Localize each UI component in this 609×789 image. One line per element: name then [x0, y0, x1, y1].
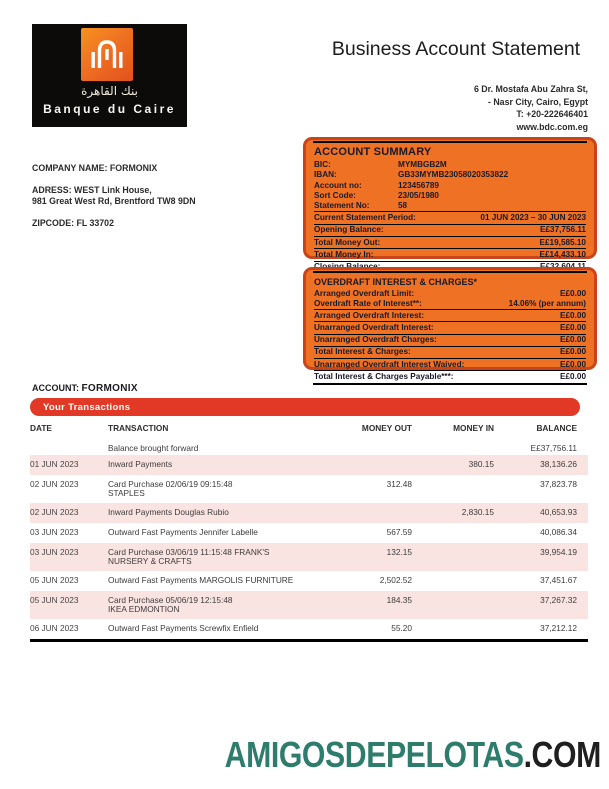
watermark-main: AMIGOSDEPELOTAS: [224, 734, 524, 775]
overdraft-total-interest-row: Total Interest & Charges: E£0.00: [314, 347, 586, 357]
overdraft-limit-row: Arranged Overdraft Limit: E£0.00: [314, 289, 586, 298]
account-label: ACCOUNT:: [32, 383, 79, 393]
summary-field-bic: BIC: MYMBGB2M: [314, 160, 447, 169]
summary-row-statement-period: Current Statement Period: 01 JUN 2023 – 30 JUN 2023: [314, 212, 586, 222]
table-row: 03 JUN 2023 Card Purchase 03/06/19 11:15:48 FRANK'S NURSERY & CRAFTS 132.15 39,954.19: [30, 543, 588, 571]
header-money-in: MONEY IN: [453, 423, 494, 433]
summary-row-opening-balance: Opening Balance: E£37,756.11: [314, 225, 586, 235]
summary-field-account-no: Account no: 123456789: [314, 180, 439, 190]
overdraft-rate-row: Overdraft Rate of Interest**: 14.06% (per annum): [314, 299, 586, 308]
header-balance: BALANCE: [536, 423, 577, 433]
summary-row-total-money-in: Total Money In: E£14,433.10: [314, 249, 586, 259]
account-name-line: [32, 383, 138, 394]
table-row: 05 JUN 2023 Outward Fast Payments MARGOLIS FURNITURE 2,502.52 37,451.67: [30, 574, 577, 585]
account-summary-title: ACCOUNT SUMMARY: [314, 146, 432, 158]
account-summary-box: [303, 137, 597, 259]
table-row: 05 JUN 2023 Card Purchase 05/06/19 12:15:48 IKEA EDMONTION 184.35 37,267.32: [30, 591, 588, 619]
address-phone: T: +20-222646401: [516, 109, 588, 120]
company-info-block: [32, 163, 196, 229]
overdraft-charges-box: [303, 267, 597, 381]
table-row: 06 JUN 2023 Outward Fast Payments Screwfix Enfield 55.20 37,212.12: [30, 622, 577, 633]
page-title: Business Account Statement: [331, 38, 581, 60]
summary-field-statement-no: Statement No: 58: [314, 201, 408, 211]
account-name-value: FORMONIX: [81, 383, 138, 394]
address-website: www.bdc.com.eg: [516, 121, 588, 132]
overdraft-arranged-interest-row: Arranged Overdraft Interest: E£0.00: [314, 310, 586, 320]
summary-field-sort-code: Sort Code: 23/05/1980: [314, 190, 439, 200]
bank-logo: [32, 24, 187, 127]
logo-orange-square: [81, 28, 133, 81]
address-line: 6 Dr. Mostafa Abu Zahra St,: [473, 84, 588, 94]
bank-name-latin: Banque du Caire: [43, 102, 176, 116]
overdraft-total-payable-row: Total Interest & Charges Payable***: E£0.00: [314, 371, 586, 381]
arch-icon: [87, 33, 127, 77]
header-transaction: TRANSACTION: [108, 423, 169, 433]
table-row: 03 JUN 2023 Outward Fast Payments Jennifer Labelle 567.59 40,086.34: [30, 526, 577, 537]
table-row: Balance brought forward E£37,756.11: [108, 442, 577, 453]
watermark: [225, 734, 601, 776]
summary-row-total-money-out: Total Money Out: E£19,585.10: [314, 237, 586, 247]
transactions-table: [30, 419, 588, 642]
summary-field-iban: IBAN: GB33MYMB23058020353822: [314, 170, 509, 180]
overdraft-interest-waived-row: Unarranged Overdraft Interest Waived: E£0.00: [314, 359, 586, 369]
company-address-line: 981 Great West Rd, Brentford TW8 9DN: [32, 196, 196, 206]
watermark-suffix: .COM: [523, 734, 601, 775]
bank-name-arabic: بنك القاهرة: [81, 84, 138, 98]
company-address-line: ADRESS: WEST Link House,: [32, 185, 152, 195]
overdraft-unarranged-interest-row: Unarranged Overdraft Interest: E£0.00: [314, 322, 586, 332]
company-name: COMPANY NAME: FORMONIX: [32, 163, 158, 173]
header-date: DATE: [30, 423, 52, 433]
transactions-banner: Your Transactions: [30, 398, 580, 416]
company-zipcode: ZIPCODE: FL 33702: [32, 218, 114, 228]
table-row: 02 JUN 2023 Inward Payments Douglas Rubio 2,830.15 40,653.93: [30, 503, 588, 523]
overdraft-title: OVERDRAFT INTEREST & CHARGES*: [314, 277, 478, 287]
table-row: 02 JUN 2023 Card Purchase 02/06/19 09:15:48 STAPLES 312.48 37,823.78: [30, 478, 577, 498]
table-row: 01 JUN 2023 Inward Payments 380.15 38,136.26: [30, 455, 588, 475]
bank-address-block: [474, 83, 588, 133]
address-line: - Nasr City, Cairo, Egypt: [487, 96, 588, 107]
header-money-out: MONEY OUT: [361, 423, 412, 433]
transactions-header-row: [30, 419, 588, 439]
overdraft-unarranged-charges-row: Unarranged Overdraft Charges: E£0.00: [314, 335, 586, 345]
